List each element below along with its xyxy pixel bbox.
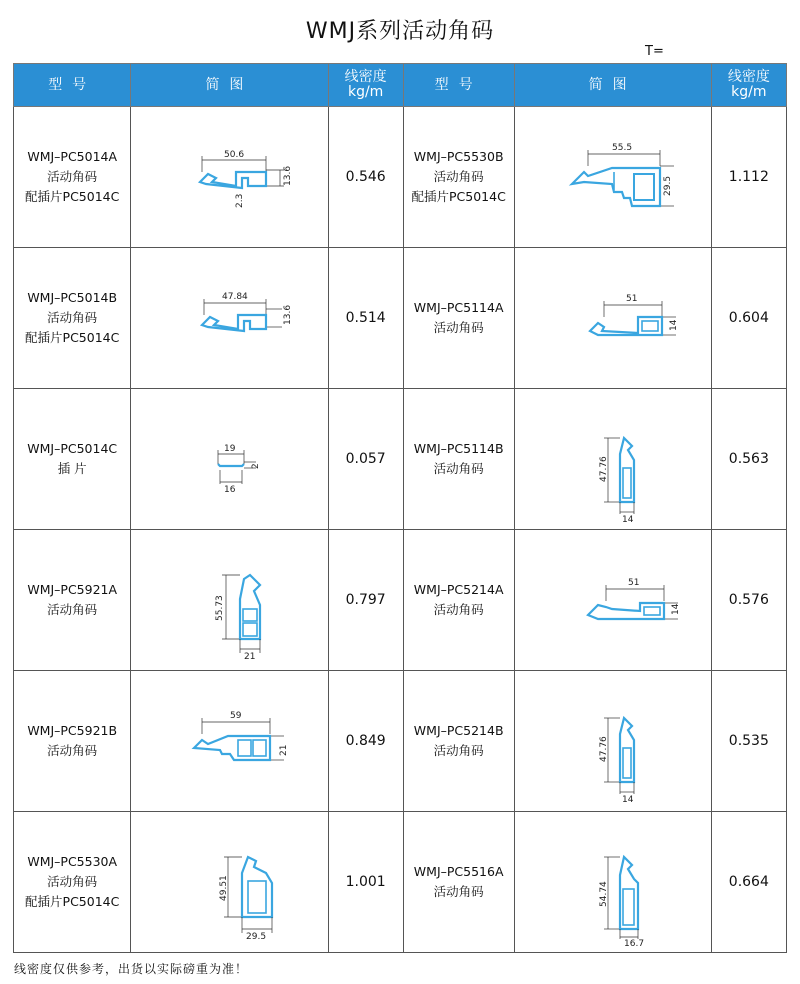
density-value: 1.112 xyxy=(711,107,786,248)
model-cell: WMJ–PC5921B 活动角码 xyxy=(14,671,131,812)
svg-text:55.73: 55.73 xyxy=(215,595,226,621)
svg-text:21: 21 xyxy=(244,652,256,662)
density-value: 0.797 xyxy=(328,530,403,671)
density-value: 0.563 xyxy=(711,389,786,530)
model-cell: WMJ–PC5114A 活动角码 xyxy=(403,248,514,389)
profile-figure xyxy=(131,812,328,953)
svg-text:47.76: 47.76 xyxy=(598,736,609,762)
svg-text:19: 19 xyxy=(224,444,236,454)
svg-text:54.74: 54.74 xyxy=(598,881,609,907)
density-value: 0.849 xyxy=(328,671,403,812)
spec-table xyxy=(13,63,787,953)
profile-figure xyxy=(514,248,711,389)
profile-figure xyxy=(514,671,711,812)
model-cell: WMJ–PC5214A 活动角码 xyxy=(403,530,514,671)
profile-figure xyxy=(131,671,328,812)
svg-text:50.6: 50.6 xyxy=(224,150,245,160)
svg-text:13.6: 13.6 xyxy=(283,165,294,186)
table-row xyxy=(14,107,787,248)
table-row xyxy=(14,248,787,389)
density-value: 0.535 xyxy=(711,671,786,812)
header-figure-right: 简图 xyxy=(514,64,711,107)
model-cell: WMJ–PC5214B 活动角码 xyxy=(403,671,514,812)
header-row xyxy=(14,64,787,107)
profile-figure xyxy=(131,389,328,530)
profile-figure xyxy=(131,530,328,671)
model-cell: WMJ–PC5516A 活动角码 xyxy=(403,812,514,953)
svg-text:47.76: 47.76 xyxy=(598,456,609,482)
svg-text:49.51: 49.51 xyxy=(219,875,230,901)
header-figure-left: 简图 xyxy=(131,64,328,107)
header-model-right: 型号 xyxy=(403,64,514,107)
page-title: WMJ系列活动角码 xyxy=(305,19,495,44)
density-value: 0.057 xyxy=(328,389,403,530)
model-cell: WMJ–PC5530B 活动角码 配插片PC5014C xyxy=(403,107,514,248)
model-cell: WMJ–PC5014B 活动角码 配插片PC5014C xyxy=(14,248,131,389)
svg-text:14: 14 xyxy=(670,603,681,615)
svg-text:29.5: 29.5 xyxy=(246,932,267,942)
density-value: 1.001 xyxy=(328,812,403,953)
svg-text:14: 14 xyxy=(621,795,634,805)
table-row xyxy=(14,671,787,812)
density-value: 0.576 xyxy=(711,530,786,671)
svg-text:51: 51 xyxy=(627,578,640,588)
svg-text:16.7: 16.7 xyxy=(623,939,644,947)
profile-figure xyxy=(514,530,711,671)
svg-text:55.5: 55.5 xyxy=(611,143,632,153)
model-cell: WMJ–PC5014A 活动角码 配插片PC5014C xyxy=(14,107,131,248)
table-row xyxy=(14,530,787,671)
svg-text:2.3: 2.3 xyxy=(235,193,246,208)
model-cell: WMJ–PC5014C 插 片 xyxy=(14,389,131,530)
svg-text:47.84: 47.84 xyxy=(222,292,249,302)
table-row xyxy=(14,389,787,530)
svg-text:14: 14 xyxy=(621,515,634,524)
table-row xyxy=(14,812,787,953)
svg-text:2: 2 xyxy=(251,463,262,469)
t-mark: T= xyxy=(645,44,664,59)
svg-text:16: 16 xyxy=(224,485,236,495)
density-value: 0.546 xyxy=(328,107,403,248)
header-density-right: 线密度 kg/m xyxy=(711,64,786,107)
density-value: 0.664 xyxy=(711,812,786,953)
svg-text:21: 21 xyxy=(279,744,290,756)
profile-figure xyxy=(514,389,711,530)
svg-text:51: 51 xyxy=(625,294,638,304)
svg-text:59: 59 xyxy=(230,711,242,721)
profile-figure xyxy=(514,812,711,953)
density-value: 0.604 xyxy=(711,248,786,389)
model-cell: WMJ–PC5114B 活动角码 xyxy=(403,389,514,530)
profile-figure xyxy=(131,248,328,389)
model-cell: WMJ–PC5530A 活动角码 配插片PC5014C xyxy=(14,812,131,953)
svg-text:14: 14 xyxy=(668,319,679,331)
profile-figure xyxy=(514,107,711,248)
model-cell: WMJ–PC5921A 活动角码 xyxy=(14,530,131,671)
svg-text:13.6: 13.6 xyxy=(283,304,294,325)
header-density-left: 线密度 kg/m xyxy=(328,64,403,107)
profile-figure xyxy=(131,107,328,248)
density-value: 0.514 xyxy=(328,248,403,389)
svg-text:29.5: 29.5 xyxy=(662,175,673,196)
footer-note: 线密度仅供参考，出货以实际磅重为准！ xyxy=(14,962,249,976)
header-model-left: 型号 xyxy=(14,64,131,107)
